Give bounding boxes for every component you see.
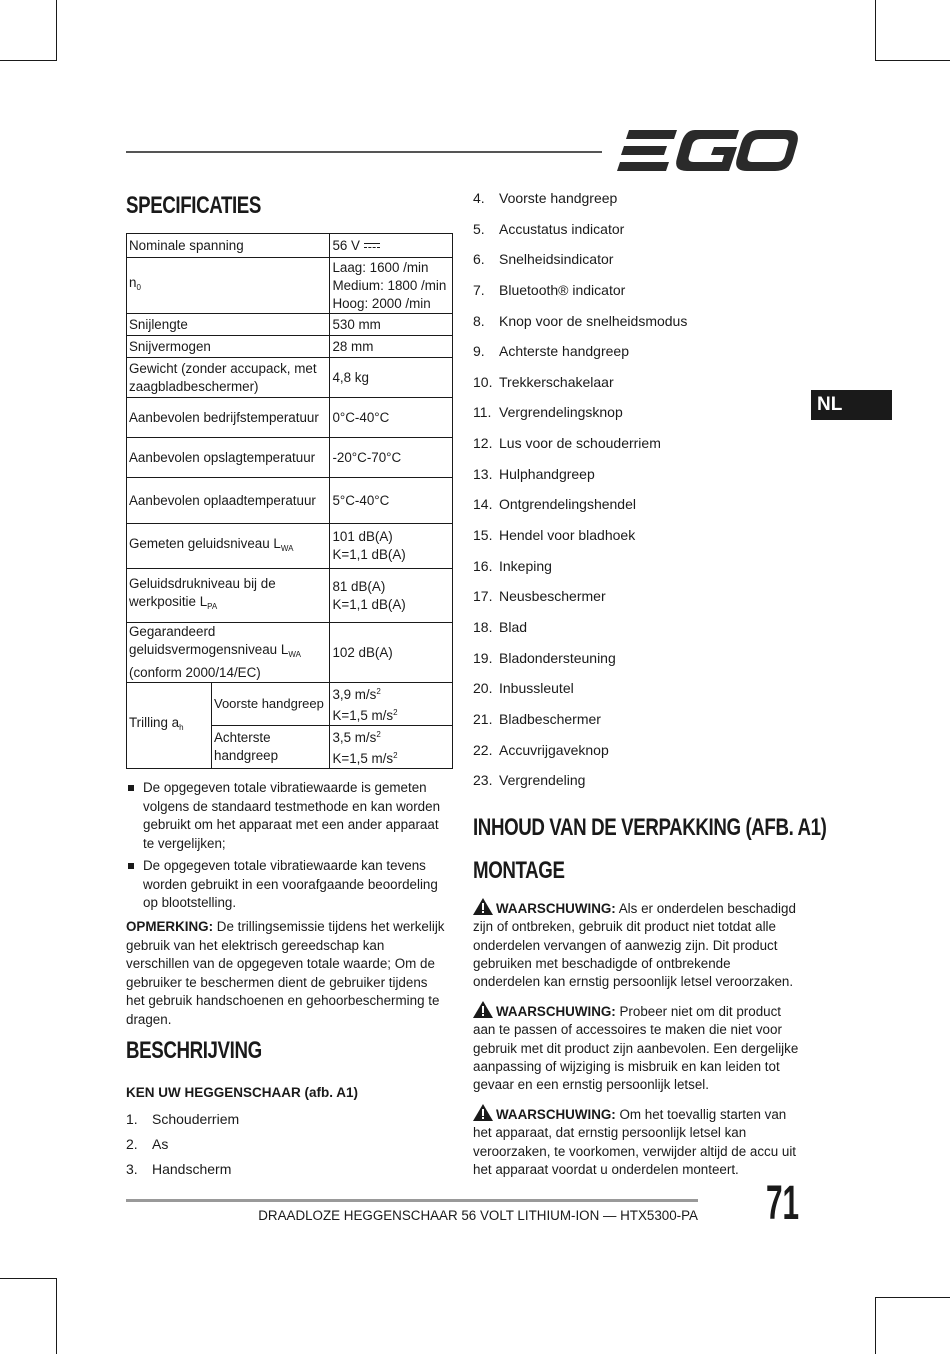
spec-label: Snijvermogen — [127, 336, 330, 358]
warning-label: WAARSCHUWING: — [496, 1004, 616, 1019]
spec-label: Snijlengte — [127, 314, 330, 336]
spec-label: Trilling $a_h$ — [127, 683, 212, 769]
warning-paragraph: WAARSCHUWING: Probeer niet om dit product aan te passen of accessoires te maken die niet voor gebruik met dit product zijn aanbevolen. Een dergelijke aanpassing of wijziging is misbruik en kan leiden tot gevaar en een ernstig persoonlijk letsel. — [473, 1001, 799, 1094]
crop-mark — [875, 60, 950, 61]
warning-label: WAARSCHUWING: — [496, 1107, 616, 1122]
list-item: 6. Snelheidsindicator — [473, 251, 614, 268]
spec-value: 3,5 $m/s^2$ K=1,5 $m/s^2$ — [330, 726, 453, 769]
crop-mark — [56, 0, 57, 60]
list-item: 21. Bladbeschermer — [473, 710, 601, 727]
spec-table — [126, 233, 453, 769]
list-item: 23. Vergrendeling — [473, 772, 586, 789]
section-title-inhoud: INHOUD VAN DE VERPAKKING (AFB. A1) — [473, 814, 827, 841]
header-rule — [126, 151, 602, 153]
spec-value: 3,9 $m/s^2$ K=1,5 $m/s^2$ — [330, 683, 453, 726]
subsection-title: KEN UW HEGGENSCHAAR (afb. A1) — [126, 1085, 359, 1100]
table-row — [127, 234, 453, 258]
parts-list-left — [126, 1107, 239, 1182]
vibration-bullets — [126, 779, 446, 917]
table-row — [127, 336, 453, 358]
spec-value: -20°C-70°C — [330, 438, 453, 478]
note-label: OPMERKING: — [126, 919, 214, 934]
list-item: 9. Achterste handgreep — [473, 343, 629, 360]
spec-value: 101 dB(A) K=1,1 dB(A) — [330, 524, 453, 569]
warning-label: WAARSCHUWING: — [496, 901, 616, 916]
crop-mark — [875, 0, 876, 60]
warning-paragraph: WAARSCHUWING: Om het toevallig starten van het apparaat, dat ernstig persoonlijk letsel kan veroorzaken, te voorkomen, verwijder altijd de accu uit het apparaat voordat u onderdelen monteert. — [473, 1104, 799, 1179]
section-title-montage: MONTAGE — [473, 857, 565, 884]
table-row — [127, 314, 453, 336]
list-item: 12. Lus voor de schouderriem — [473, 435, 661, 452]
spec-value: 56 V — [330, 234, 453, 258]
dc-symbol-icon — [364, 242, 380, 250]
spec-value: Laag: 1600 /min Medium: 1800 /min Hoog: 2000 /min — [330, 258, 453, 314]
language-tab: NL — [811, 390, 892, 420]
warning-triangle-icon — [473, 898, 493, 915]
spec-value: 28 mm — [330, 336, 453, 358]
list-item: 13. Hulphandgreep — [473, 465, 595, 482]
spec-label: Aanbevolen bedrijfstemperatuur — [127, 398, 330, 438]
section-title-specificaties: SPECIFICATIES — [126, 192, 262, 219]
spec-label: Aanbevolen oplaadtemperatuur — [127, 478, 330, 524]
spec-label: Nominale spanning — [127, 234, 330, 258]
table-row — [127, 623, 453, 683]
table-row — [127, 569, 453, 623]
list-item: 11. Vergrendelingsknop — [473, 404, 623, 421]
spec-label: Geluidsdrukniveau bij de werkpositie $L_{PA}$ — [127, 569, 330, 623]
table-row — [127, 683, 453, 726]
spec-sublabel: Achterste handgreep — [212, 726, 330, 769]
list-item: 2. As — [126, 1136, 169, 1152]
list-item: 8. Knop voor de snelheidsmodus — [473, 312, 688, 329]
list-item: 1. Schouderriem — [126, 1111, 240, 1127]
list-item: 15. Hendel voor bladhoek — [473, 527, 636, 544]
warning-triangle-icon — [473, 1001, 493, 1018]
note-paragraph: OPMERKING: De trillingsemissie tijdens het werkelijk gebruik van het elektrisch gereedschap kan verschillen van de opgegeven totale waarde; Om de gebruiker te beschermen dient de gebruiker tijdens het gebruik handschoenen en gehoorbescherming te dragen. — [126, 919, 445, 1027]
spec-label: $n_0$ — [127, 258, 330, 314]
table-row — [127, 524, 453, 569]
section-title-beschrijving: BESCHRIJVING — [126, 1037, 262, 1064]
footer-rule — [126, 1199, 698, 1202]
parts-list-right — [473, 183, 687, 796]
spec-label: Gegarandeerd geluidsvermogensniveau $L_{WA}$ (conform 2000/14/EC) — [127, 623, 330, 683]
list-item: De opgegeven totale vibratiewaarde kan tevens worden gebruikt in een voorafgaande beoordeling op blootstelling. — [126, 857, 446, 913]
list-item: 3. Handscherm — [126, 1161, 232, 1177]
table-row — [127, 358, 453, 398]
crop-mark — [0, 60, 57, 61]
table-row — [127, 258, 453, 314]
list-item: 10. Trekkerschakelaar — [473, 373, 614, 390]
spec-label: Aanbevolen opslagtemperatuur — [127, 438, 330, 478]
table-row — [127, 438, 453, 478]
table-row — [127, 478, 453, 524]
list-item: 16. Inkeping — [473, 557, 552, 574]
spec-value: 4,8 kg — [330, 358, 453, 398]
crop-mark — [56, 1278, 57, 1354]
list-item: 14. Ontgrendelingshendel — [473, 496, 636, 513]
crop-mark — [875, 1297, 876, 1354]
list-item: 20. Inbussleutel — [473, 680, 574, 697]
spec-value: 81 dB(A) K=1,1 dB(A) — [330, 569, 453, 623]
footer-title: DRAADLOZE HEGGENSCHAAR 56 VOLT LITHIUM-ION — HTX5300-PA — [258, 1208, 698, 1223]
spec-label: Gewicht (zonder accupack, met zaagbladbeschermer) — [127, 358, 330, 398]
spec-label: Gemeten geluidsniveau $L_{WA}$ — [127, 524, 330, 569]
spec-value: 102 dB(A) — [330, 623, 453, 683]
list-item: 17. Neusbeschermer — [473, 588, 606, 605]
list-item: 19. Bladondersteuning — [473, 649, 616, 666]
page-number: 71 — [766, 1177, 800, 1230]
list-item: 7. Bluetooth® indicator — [473, 281, 626, 298]
spec-value: 530 mm — [330, 314, 453, 336]
warning-paragraph: WAARSCHUWING: Als er onderdelen beschadigd zijn of ontbreken, gebruik dit product niet totdat alle onderdelen vervangen of aanwezig zijn. Dit product gebruiken met beschadigde of ontbrekende onderdelen kan ernstig persoonlijk letsel veroorzaken. — [473, 898, 799, 991]
list-item: 5. Accustatus indicator — [473, 220, 625, 237]
warning-triangle-icon — [473, 1104, 493, 1121]
list-item: 4. Voorste handgreep — [473, 190, 618, 206]
spec-value: 5°C-40°C — [330, 478, 453, 524]
spec-sublabel: Voorste handgreep — [212, 683, 330, 726]
spec-value: 0°C-40°C — [330, 398, 453, 438]
table-row — [127, 398, 453, 438]
ego-logo — [617, 130, 799, 177]
crop-mark — [875, 1297, 950, 1298]
list-item: 22. Accuvrijgaveknop — [473, 741, 609, 758]
crop-mark — [0, 1278, 57, 1279]
list-item: 18. Blad — [473, 618, 528, 635]
list-item: De opgegeven totale vibratiewaarde is gemeten volgens de standaard testmethode en kan worden gebruikt om het apparaat met een ander apparaat te vergelijken; — [126, 779, 446, 853]
